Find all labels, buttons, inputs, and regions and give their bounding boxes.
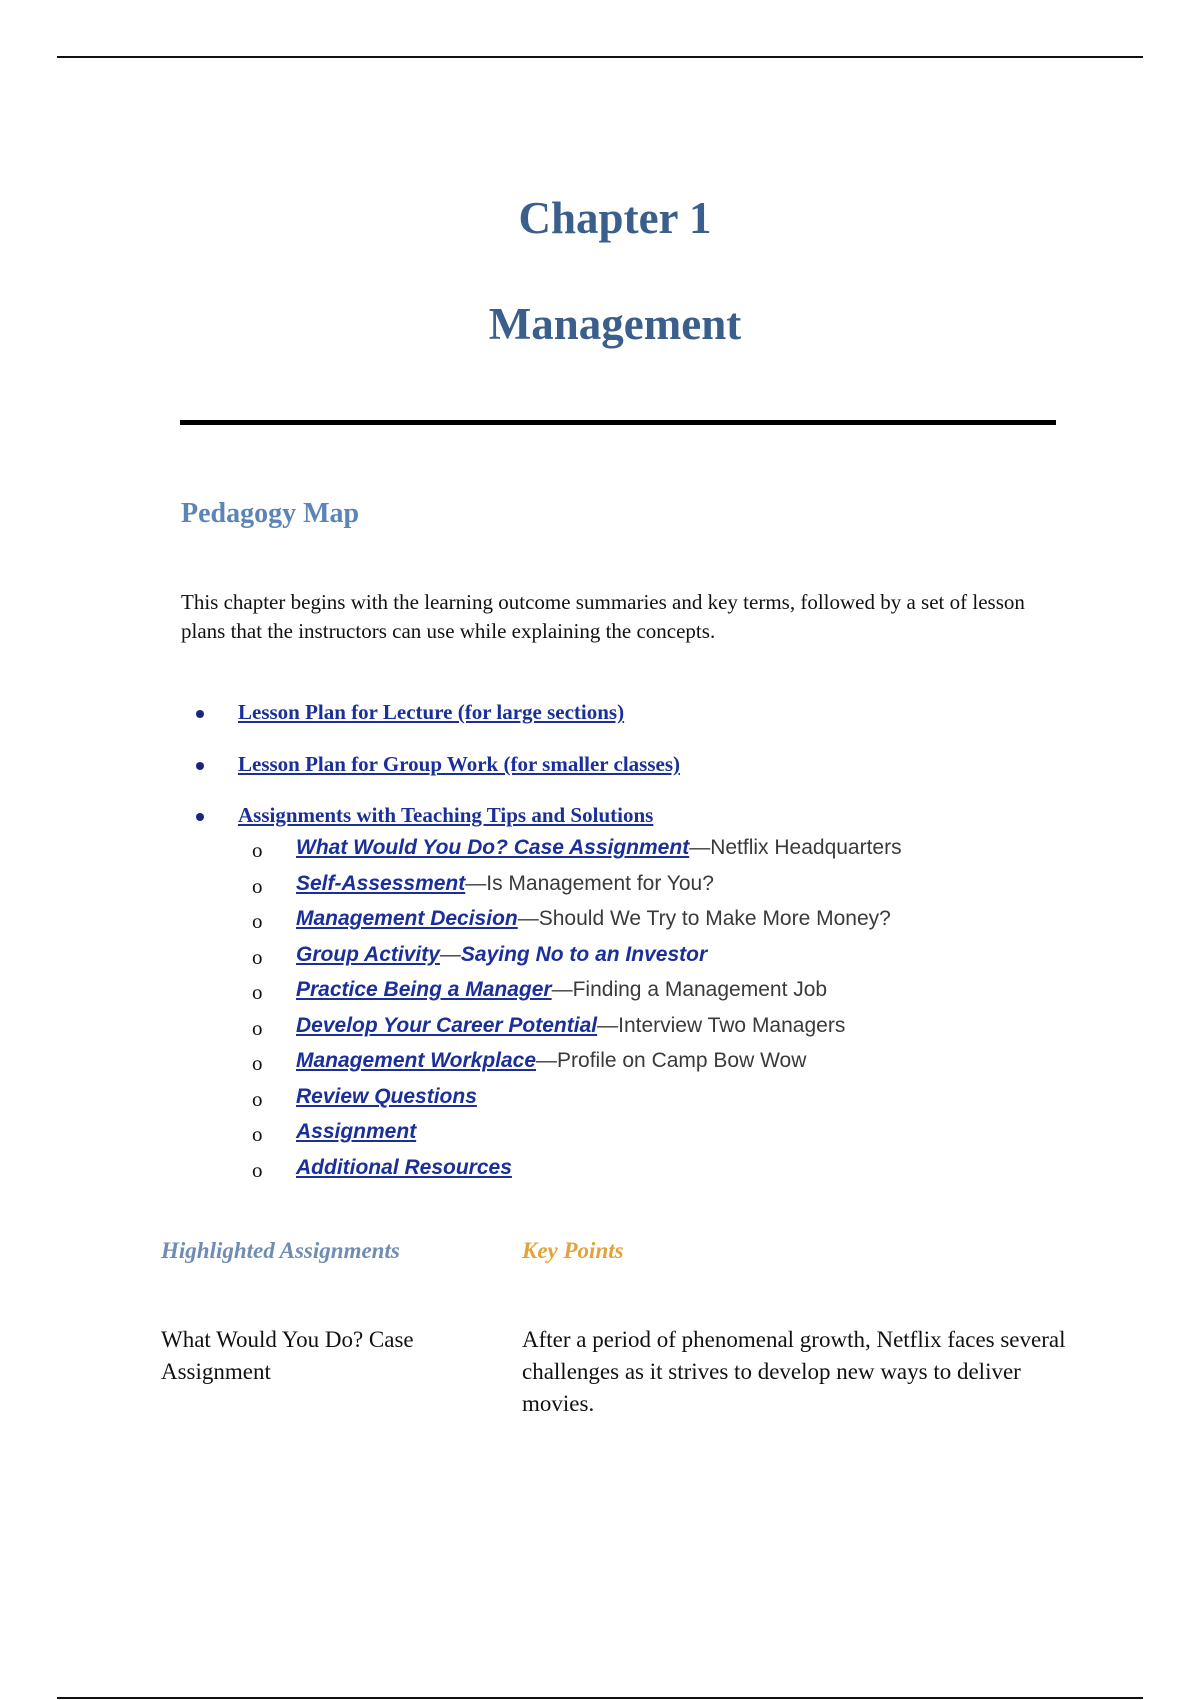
chapter-title: Management (488, 299, 742, 349)
item-description: Interview Two Managers (618, 1014, 846, 1037)
list-marker: o (252, 1087, 263, 1111)
list-marker: o (252, 874, 263, 898)
dash: — (465, 872, 487, 895)
item-description: Finding a Management Job (572, 978, 828, 1001)
item-description: Should We Try to Make More Money? (538, 907, 891, 930)
top-rule (57, 56, 1143, 58)
group-work-plan-link[interactable]: Lesson Plan for Group Work (for smaller classes) (238, 752, 680, 776)
pedagogy-intro: This chapter begins with the learning outcome summaries and key terms, followed by a set of lesson plans that the instructors can use while explaining the concepts. (181, 590, 1025, 643)
assignment-link[interactable]: Assignment (296, 1120, 417, 1143)
dash: — (536, 1049, 558, 1072)
review-questions-link[interactable]: Review Questions (296, 1085, 477, 1108)
pedagogy-map-heading: Pedagogy Map (181, 498, 360, 529)
highlighted-assignments-heading: Highlighted Assignments (161, 1238, 400, 1263)
list-marker: o (252, 1158, 263, 1182)
career-potential-link[interactable]: Develop Your Career Potential (296, 1014, 598, 1037)
list-marker: o (252, 838, 263, 862)
title-divider (180, 420, 1056, 425)
list-marker: o (252, 980, 263, 1004)
group-activity-link[interactable]: Group Activity (296, 943, 440, 966)
list-marker: o (252, 909, 263, 933)
dash: — (689, 836, 711, 859)
list-marker: o (252, 1122, 263, 1146)
bullet-icon (196, 710, 204, 718)
bullet-icon (196, 762, 204, 770)
dash: — (597, 1014, 619, 1037)
dash: — (439, 943, 461, 966)
item-description: Netflix Headquarters (710, 836, 902, 859)
highlighted-assignment-text: What Would You Do? Case Assignment (161, 1327, 414, 1384)
item-description: Saying No to an Investor (460, 943, 708, 966)
chapter-number: Chapter 1 (518, 193, 712, 243)
item-description: Profile on Camp Bow Wow (557, 1049, 807, 1072)
list-marker: o (252, 1016, 263, 1040)
bottom-rule (57, 1697, 1143, 1699)
list-marker: o (252, 1051, 263, 1075)
dash: — (517, 907, 539, 930)
assignments-link[interactable]: Assignments with Teaching Tips and Solutions (238, 803, 654, 827)
lecture-plan-link[interactable]: Lesson Plan for Lecture (for large sections) (238, 700, 625, 724)
item-description: Is Management for You? (486, 872, 714, 895)
bullet-icon (196, 813, 204, 821)
management-decision-link[interactable]: Management Decision (296, 907, 518, 930)
management-workplace-link[interactable]: Management Workplace (296, 1049, 537, 1072)
self-assessment-link[interactable]: Self-Assessment (296, 872, 466, 895)
dash: — (551, 978, 573, 1001)
additional-resources-link[interactable]: Additional Resources (296, 1156, 512, 1179)
list-marker: o (252, 945, 263, 969)
practice-manager-link[interactable]: Practice Being a Manager (296, 978, 552, 1001)
case-assignment-link[interactable]: What Would You Do? Case Assignment (296, 836, 690, 859)
key-points-text: After a period of phenomenal growth, Netflix faces several challenges as it strives to develop new ways to deliver movies. (522, 1327, 1066, 1416)
key-points-heading: Key Points (522, 1238, 624, 1263)
